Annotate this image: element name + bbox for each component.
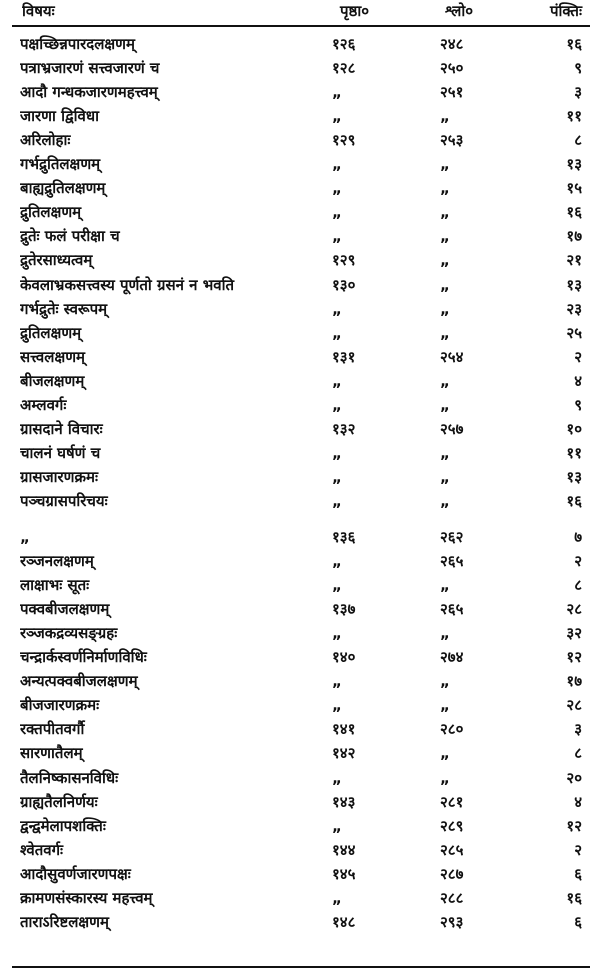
row-page-number: १४१ <box>332 720 356 738</box>
row-line-number: २० <box>566 769 582 787</box>
row-subject: पक्वबीजलक्षणम् <box>20 600 110 618</box>
table-row <box>0 176 600 200</box>
row-subject: बीजजारणक्रमः <box>20 696 100 714</box>
row-shloka-number: „ <box>440 492 450 510</box>
row-page-number: „ <box>332 203 342 221</box>
row-line-number: २८ <box>566 600 582 618</box>
row-page-number: १४५ <box>332 865 356 883</box>
row-subject: रञ्जनलक्षणम् <box>20 552 94 570</box>
table-row <box>0 465 600 489</box>
row-page-number: १२८ <box>332 59 356 77</box>
row-subject: द्रुतेरसाध्यत्वम् <box>20 251 93 269</box>
row-line-number: १७ <box>566 672 582 690</box>
row-page-number: १३६ <box>332 528 356 546</box>
row-line-number: ११ <box>566 444 582 462</box>
row-line-number: २१ <box>566 251 582 269</box>
table-row <box>0 441 600 465</box>
table-row <box>0 669 600 693</box>
row-shloka-number: २८९ <box>440 817 464 835</box>
table-row <box>0 790 600 814</box>
row-shloka-number: २६२ <box>440 528 464 546</box>
row-subject: रक्तपीतवर्गौ <box>20 720 85 738</box>
row-page-number: १४४ <box>332 841 356 859</box>
row-shloka-number: „ <box>440 696 450 714</box>
row-page-number: „ <box>332 889 342 907</box>
row-shloka-number: „ <box>440 107 450 125</box>
row-subject: ग्रासदाने विचारः <box>20 420 103 438</box>
row-page-number: १४२ <box>332 744 356 762</box>
table-row <box>0 128 600 152</box>
row-line-number: ४ <box>574 793 582 811</box>
table-row <box>0 80 600 104</box>
row-line-number: ९ <box>574 396 582 414</box>
row-subject: अरिलोहाः <box>20 131 71 149</box>
row-page-number: „ <box>332 468 342 486</box>
row-subject: बाह्यद्रुतिलक्षणम् <box>20 179 106 197</box>
row-page-number: १४३ <box>332 793 356 811</box>
row-shloka-number: „ <box>440 444 450 462</box>
row-shloka-number: „ <box>440 576 450 594</box>
row-line-number: १२ <box>566 648 582 666</box>
row-shloka-number: „ <box>440 179 450 197</box>
row-line-number: २५ <box>566 324 582 342</box>
table-row <box>0 345 600 369</box>
header-page: पृष्ठा० <box>340 2 370 20</box>
header-subject: विषयः <box>22 2 55 20</box>
row-page-number: „ <box>332 672 342 690</box>
row-subject: केवलाभ्रकसत्त्वस्य पूर्णतो ग्रसनं न भवति <box>20 276 235 294</box>
row-shloka-number: „ <box>440 744 450 762</box>
row-page-number: „ <box>332 107 342 125</box>
row-shloka-number: „ <box>440 372 450 390</box>
row-subject: आदौ गन्धकजारणमहत्त्वम् <box>20 83 158 101</box>
row-subject: द्रुतिलक्षणम् <box>20 324 82 342</box>
row-subject: पक्षच्छिन्नपारदलक्षणम् <box>20 35 135 53</box>
row-subject: द्वन्द्वमेलापशक्तिः <box>20 817 106 835</box>
row-subject: ताराऽरिष्टलक्षणम् <box>20 913 109 931</box>
row-line-number: ११ <box>566 107 582 125</box>
row-shloka-number: „ <box>440 276 450 294</box>
row-shloka-number: „ <box>440 624 450 642</box>
row-line-number: १३ <box>566 276 582 294</box>
row-page-number: १३२ <box>332 420 356 438</box>
table-row <box>0 273 600 297</box>
row-page-number: „ <box>332 696 342 714</box>
row-line-number: ३ <box>574 720 582 738</box>
header-rule <box>12 25 590 27</box>
table-row <box>0 393 600 417</box>
row-line-number: १५ <box>566 179 582 197</box>
row-page-number: „ <box>332 769 342 787</box>
row-shloka-number: „ <box>440 396 450 414</box>
row-subject: पत्राभ्रजारणं सत्त्वजारणं च <box>20 59 160 77</box>
row-shloka-number: २८० <box>440 720 464 738</box>
row-subject: चालनं घर्षणं च <box>20 444 101 462</box>
row-line-number: ८ <box>574 744 582 762</box>
row-subject: आदौसुवर्णजारणपक्षः <box>20 865 131 883</box>
row-line-number: २८ <box>566 696 582 714</box>
table-row <box>0 741 600 765</box>
row-subject: रञ्जकद्रव्यसङ्ग्रहः <box>20 624 118 642</box>
row-line-number: १३ <box>566 155 582 173</box>
row-line-number: ६ <box>574 913 582 931</box>
header-line: पंक्तिः <box>549 2 582 20</box>
row-subject: चन्द्रार्कस्वर्णनिर्माणविधिः <box>20 648 147 666</box>
row-line-number: १३ <box>566 468 582 486</box>
row-line-number: १६ <box>566 492 582 510</box>
row-line-number: ९ <box>574 59 582 77</box>
table-row <box>0 910 600 934</box>
row-page-number: „ <box>332 492 342 510</box>
row-page-number: „ <box>332 396 342 414</box>
row-page-number: „ <box>332 576 342 594</box>
table-row <box>0 104 600 128</box>
row-subject: गर्भद्रुतिलक्षणम् <box>20 155 101 173</box>
row-shloka-number: २६५ <box>440 600 464 618</box>
table-row <box>0 417 600 441</box>
row-shloka-number: „ <box>440 251 450 269</box>
row-shloka-number: „ <box>440 227 450 245</box>
row-page-number: „ <box>332 324 342 342</box>
row-shloka-number: २५७ <box>440 420 464 438</box>
row-subject: ग्राह्यतैलनिर्णयः <box>20 793 98 811</box>
row-shloka-number: „ <box>440 324 450 342</box>
row-page-number: १४० <box>332 648 356 666</box>
table-row <box>0 717 600 741</box>
table-row <box>0 56 600 80</box>
row-line-number: २ <box>574 841 582 859</box>
row-shloka-number: „ <box>440 203 450 221</box>
row-subject: श्वेतवर्गः <box>20 841 64 859</box>
table-row <box>0 525 600 549</box>
table-row <box>0 549 600 573</box>
row-page-number: „ <box>332 444 342 462</box>
row-shloka-number: २५१ <box>440 83 464 101</box>
table-row <box>0 32 600 56</box>
row-subject: गर्भद्रुतेः स्वरूपम् <box>20 300 108 318</box>
row-subject: द्रुतिलक्षणम् <box>20 203 82 221</box>
row-subject: „ <box>20 528 30 546</box>
row-shloka-number: „ <box>440 468 450 486</box>
row-page-number: „ <box>332 300 342 318</box>
row-shloka-number: २९३ <box>440 913 464 931</box>
row-line-number: ३ <box>574 83 582 101</box>
table-row <box>0 200 600 224</box>
table-row <box>0 297 600 321</box>
footer-rule <box>12 966 590 968</box>
row-shloka-number: २८५ <box>440 841 464 859</box>
row-subject: अम्लवर्गः <box>20 396 67 414</box>
row-subject: सारणातैलम् <box>20 744 83 762</box>
row-line-number: १६ <box>566 203 582 221</box>
row-line-number: ६ <box>574 865 582 883</box>
row-subject: पञ्चग्रासपरिचयः <box>20 492 108 510</box>
row-page-number: „ <box>332 624 342 642</box>
table-row <box>0 224 600 248</box>
table-row <box>0 838 600 862</box>
row-page-number: „ <box>332 155 342 173</box>
row-line-number: ४ <box>574 372 582 390</box>
row-shloka-number: „ <box>440 769 450 787</box>
row-line-number: १६ <box>566 35 582 53</box>
row-shloka-number: „ <box>440 300 450 318</box>
row-subject: क्रामणसंस्कारस्य महत्त्वम् <box>20 889 153 907</box>
row-page-number: १२६ <box>332 35 356 53</box>
table-row <box>0 766 600 790</box>
row-line-number: ३२ <box>566 624 582 642</box>
row-page-number: „ <box>332 372 342 390</box>
header-shloka: श्लो० <box>445 2 474 20</box>
row-line-number: २ <box>574 552 582 570</box>
row-line-number: १२ <box>566 817 582 835</box>
row-line-number: १६ <box>566 889 582 907</box>
row-shloka-number: २५० <box>440 59 464 77</box>
row-subject: जारणा द्विविधा <box>20 107 99 125</box>
table-row <box>0 152 600 176</box>
row-shloka-number: २८१ <box>440 793 464 811</box>
table-row <box>0 248 600 272</box>
row-line-number: १० <box>566 420 582 438</box>
row-line-number: २ <box>574 348 582 366</box>
row-subject: सत्त्वलक्षणम् <box>20 348 86 366</box>
row-shloka-number: २५३ <box>440 131 464 149</box>
row-subject: ग्रासजारणक्रमः <box>20 468 99 486</box>
table-row <box>0 693 600 717</box>
row-shloka-number: „ <box>440 155 450 173</box>
table-row <box>0 489 600 513</box>
row-shloka-number: २४८ <box>440 35 464 53</box>
row-page-number: १२९ <box>332 131 356 149</box>
row-page-number: „ <box>332 817 342 835</box>
row-page-number: „ <box>332 83 342 101</box>
row-line-number: ७ <box>574 528 582 546</box>
row-shloka-number: २८७ <box>440 865 464 883</box>
row-subject: द्रुतेः फलं परीक्षा च <box>20 227 120 245</box>
row-page-number: १४८ <box>332 913 356 931</box>
row-page-number: १३७ <box>332 600 356 618</box>
table-row <box>0 321 600 345</box>
table-row <box>0 573 600 597</box>
row-shloka-number: २८८ <box>440 889 464 907</box>
table-row <box>0 862 600 886</box>
table-row <box>0 369 600 393</box>
row-page-number: „ <box>332 552 342 570</box>
row-shloka-number: २५४ <box>440 348 464 366</box>
row-page-number: १२९ <box>332 251 356 269</box>
row-shloka-number: २६५ <box>440 552 464 570</box>
row-line-number: ८ <box>574 131 582 149</box>
row-line-number: २३ <box>566 300 582 318</box>
table-row <box>0 597 600 621</box>
row-page-number: „ <box>332 227 342 245</box>
table-row <box>0 645 600 669</box>
row-page-number: „ <box>332 179 342 197</box>
row-shloka-number: „ <box>440 672 450 690</box>
row-subject: लाक्षाभः सूतः <box>20 576 90 594</box>
row-line-number: ८ <box>574 576 582 594</box>
table-row <box>0 886 600 910</box>
row-line-number: १७ <box>566 227 582 245</box>
row-subject: बीजलक्षणम् <box>20 372 85 390</box>
row-subject: तैलनिष्कासनविधिः <box>20 769 119 787</box>
row-page-number: १३१ <box>332 348 356 366</box>
table-row <box>0 621 600 645</box>
row-subject: अन्यत्पक्वबीजलक्षणम् <box>20 672 138 690</box>
row-shloka-number: २७४ <box>440 648 464 666</box>
row-page-number: १३० <box>332 276 356 294</box>
table-row <box>0 814 600 838</box>
table-header <box>0 0 600 22</box>
